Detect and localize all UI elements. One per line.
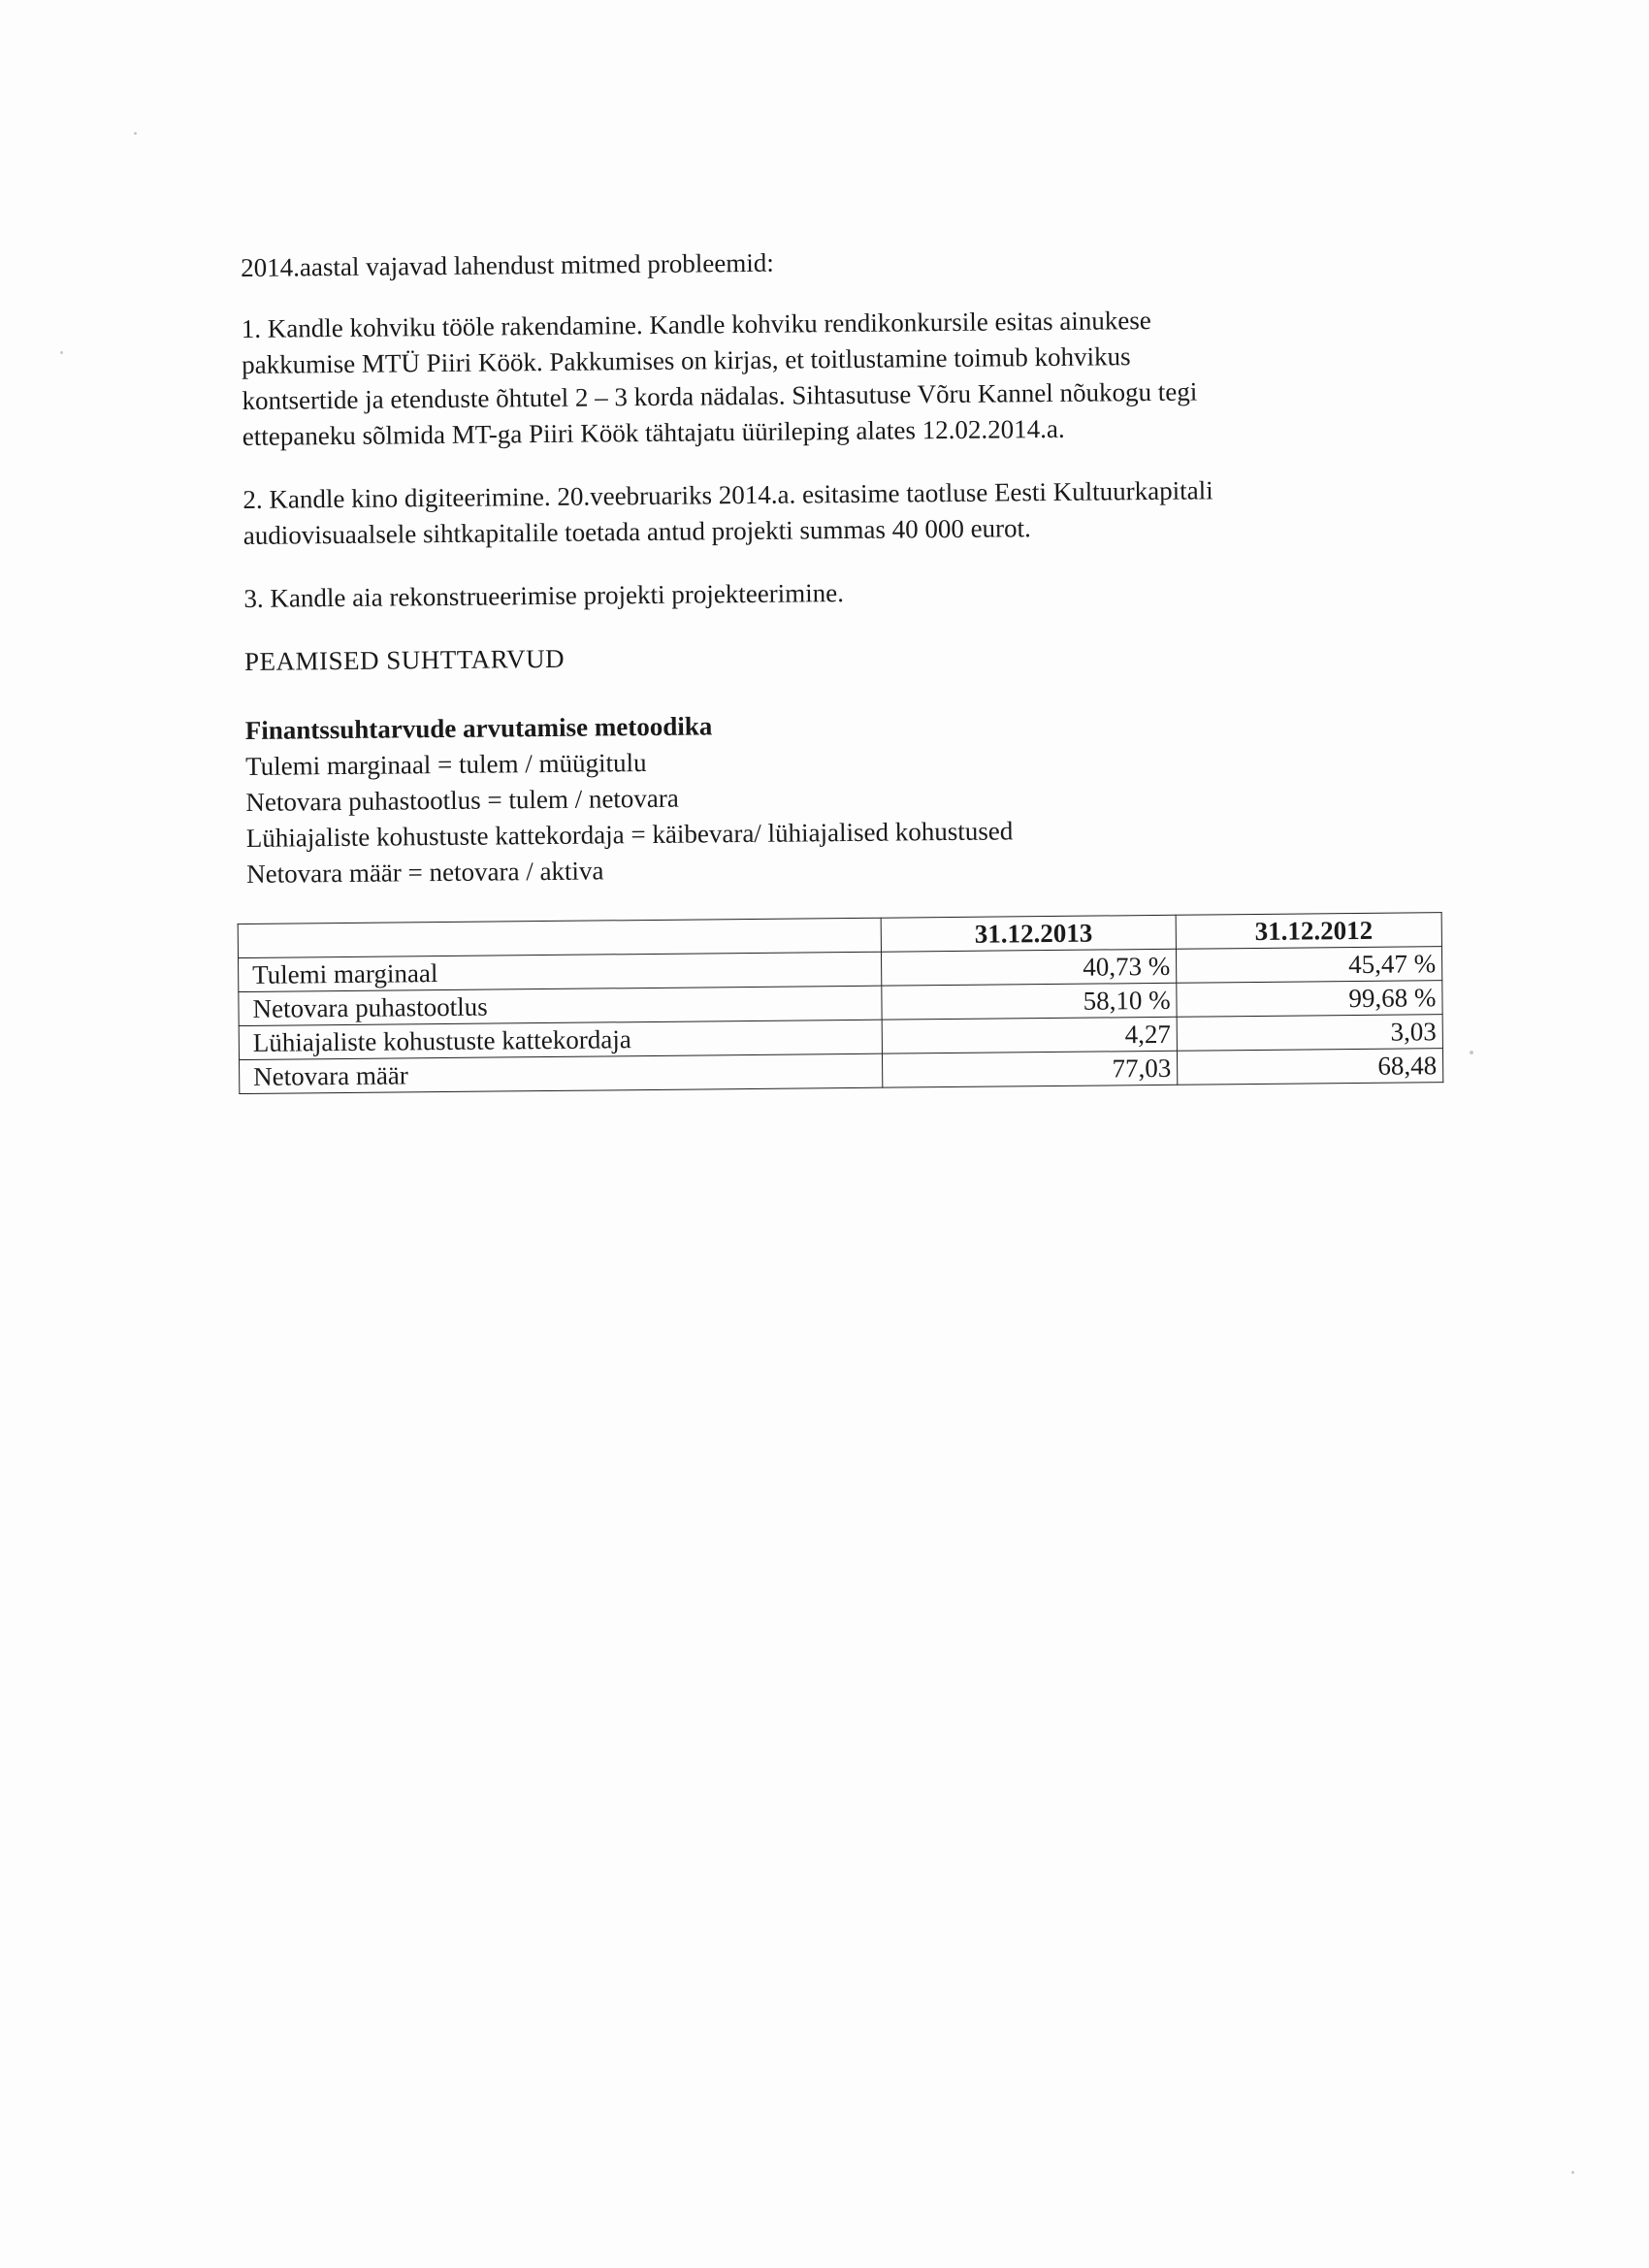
- value-2013: 77,03: [883, 1051, 1178, 1087]
- methodology-heading: Finantssuhtarvude arvutamise metoodika: [244, 711, 713, 745]
- formula-line: Netovara puhastootlus = tulem / netovara: [245, 783, 679, 817]
- value-2013: 4,27: [883, 1017, 1178, 1053]
- document-page: [241, 239, 1451, 1094]
- problem-3: [243, 569, 1446, 617]
- value-2013: 58,10 %: [882, 983, 1177, 1020]
- formula-line: Netovara määr = netovara / aktiva: [246, 856, 604, 889]
- row-label: Netovara määr: [240, 1053, 884, 1093]
- header-cell-2012: 31.12.2012: [1176, 913, 1441, 950]
- methodology-block: [245, 701, 1450, 892]
- problem-line: kontsertide ja etenduste õhtutel 2 – 3 korda nädalas. Sihtasutuse Võru Kannel nõukogu tegi: [242, 376, 1198, 415]
- formula-line: Lühiajaliste kohustuste kattekordaja = käibevara/ lühiajalised kohustused: [245, 816, 1014, 853]
- problem-line: 3. Kandle aia rekonstrueerimise projekti projekteerimine.: [243, 578, 845, 613]
- scan-speck: [134, 132, 137, 135]
- problem-2: [242, 470, 1446, 554]
- value-2013: 40,73 %: [882, 949, 1177, 986]
- problem-line: 2. Kandle kino digiteerimine. 20.veebruariks 2014.a. esitasime taotluse Eesti Kultuurkapitali: [242, 475, 1213, 514]
- scan-speck: [60, 351, 63, 354]
- header-cell-2013: 31.12.2013: [881, 915, 1176, 952]
- problem-line: 1. Kandle kohviku tööle rakendamine. Kandle kohviku rendikonkursile esitas ainukese: [241, 305, 1151, 343]
- ratios-table: [238, 912, 1444, 1094]
- problem-line: audiovisuaalsele sihtkapitalile toetada antud projekti summas 40 000 eurot.: [242, 513, 1031, 550]
- row-label: Netovara puhastootlus: [239, 986, 883, 1025]
- intro-text: 2014.aastal vajavad lahendust mitmed probleemid:: [241, 247, 774, 282]
- section-title: PEAMISED SUHTTARVUD: [243, 643, 566, 676]
- problem-1: [242, 300, 1445, 455]
- problem-line: pakkumise MTÜ Piiri Köök. Pakkumises on kirjas, et toitlustamine toimub kohvikus: [241, 341, 1131, 379]
- value-2012: 45,47 %: [1177, 947, 1442, 984]
- scan-speck: [1470, 1051, 1473, 1054]
- scan-speck: [1571, 2171, 1574, 2174]
- value-2012: 3,03: [1177, 1015, 1442, 1052]
- value-2012: 99,68 %: [1177, 981, 1442, 1018]
- problem-line: ettepaneku sõlmida MT-ga Piiri Köök tähtajatu üürileping alates 12.02.2014.a.: [242, 413, 1065, 451]
- row-label: Lühiajaliste kohustuste kattekordaja: [239, 1020, 883, 1059]
- row-label: Tulemi marginaal: [239, 952, 883, 991]
- value-2012: 68,48: [1178, 1049, 1443, 1085]
- formula-line: Tulemi marginaal = tulem / müügitulu: [244, 748, 647, 781]
